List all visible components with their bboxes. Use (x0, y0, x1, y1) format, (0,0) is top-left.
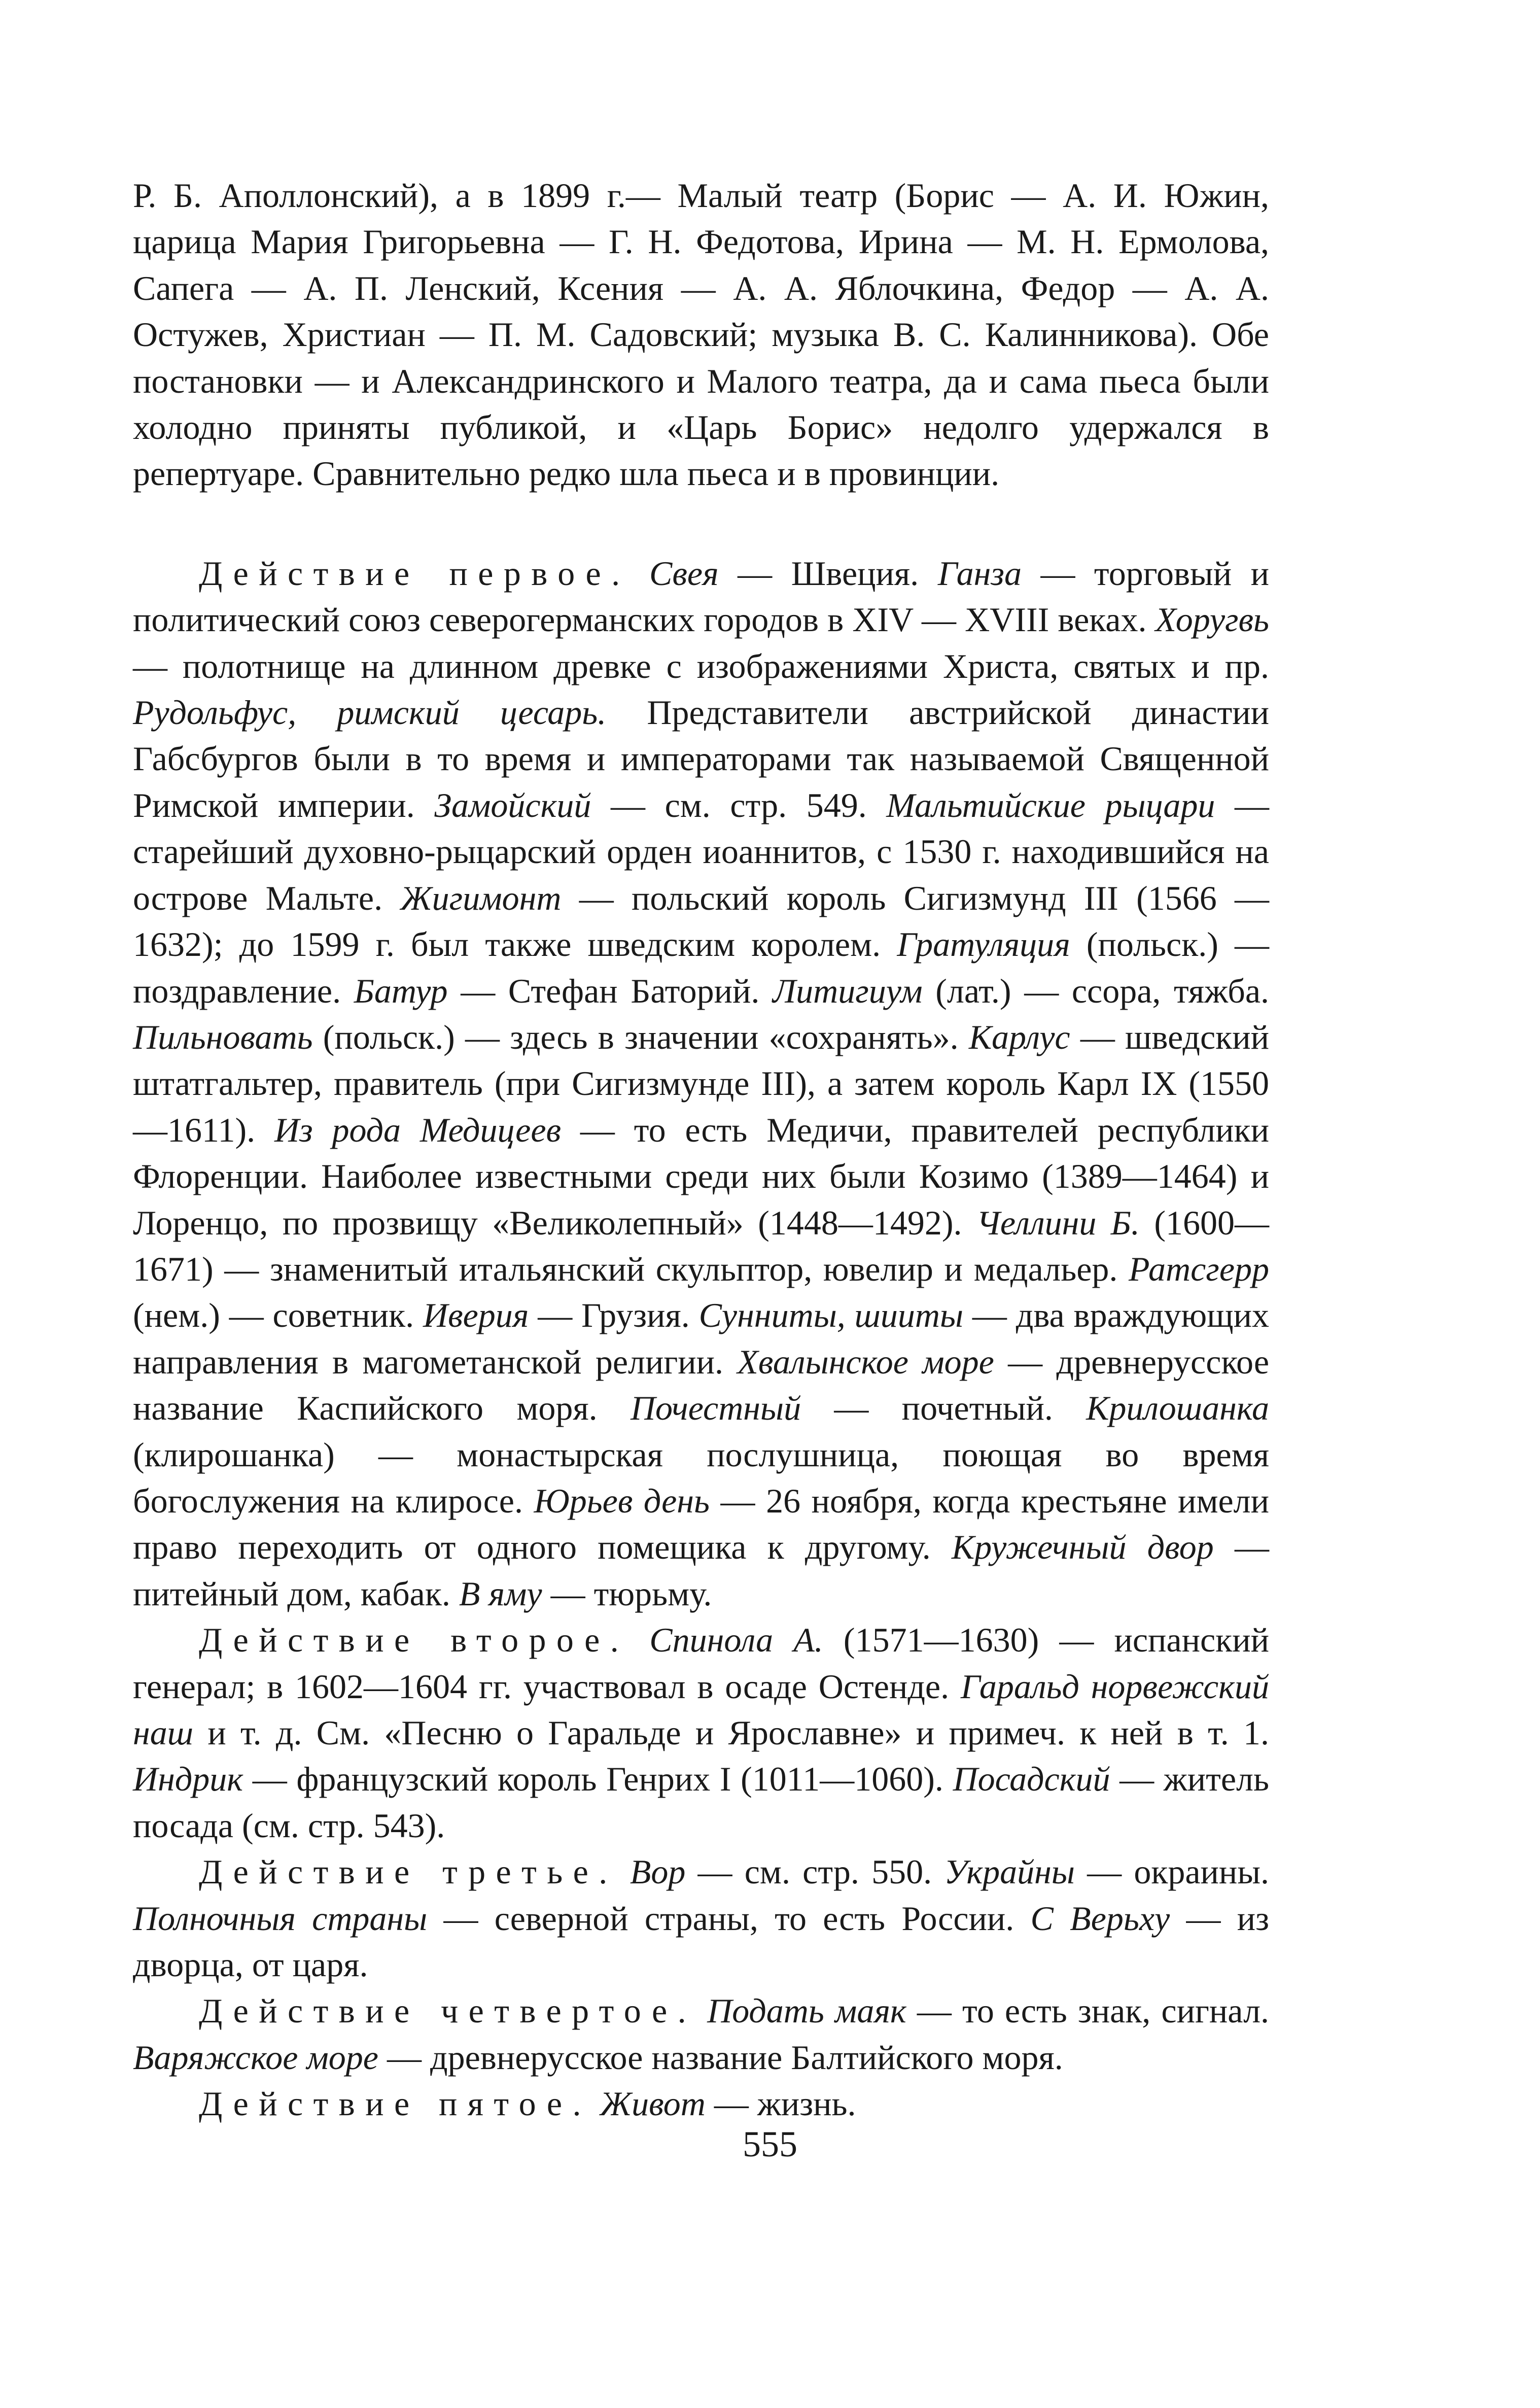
paragraph-gap (133, 497, 1269, 551)
term-italic: Литигиум (773, 971, 923, 1010)
text-run (630, 554, 649, 593)
text-run: (нем.) — советник. (133, 1296, 423, 1335)
term-italic: Замойский (434, 785, 591, 824)
term-italic: Свея (649, 554, 719, 593)
text-run: — окраины. (1074, 1852, 1270, 1891)
act-three-heading: Действие третье. (199, 1852, 618, 1891)
term-italic: С Верьху (1030, 1899, 1170, 1938)
text-run: — северной страны, то есть России. (427, 1899, 1031, 1938)
act-five-note (133, 2081, 1269, 2127)
text-run: — древнерусское название Балтийского моря. (378, 2038, 1063, 2077)
page-number: 555 (743, 2124, 797, 2164)
text-run: (польск.) — здесь в значении «сохранять». (312, 1017, 969, 1056)
act-one-heading: Действие первое. (199, 554, 631, 593)
text-run: — древнерусское название Каспийского моря. (133, 1342, 1269, 1428)
term-italic: Подать маяк (707, 1991, 906, 2031)
term-italic: В яму (459, 1574, 542, 1613)
text-run: — из дворца, от царя. (133, 1899, 1269, 1984)
term-italic: Варяжское море (133, 2038, 378, 2077)
term-italic: Иверия (423, 1296, 529, 1335)
text-run: — шведский штатгальтер, правитель (при Сигизмунде III), а затем король Карл IX (1550—1611). (133, 1017, 1270, 1149)
term-italic: Сунниты, шииты (698, 1296, 964, 1335)
text-run: (1571—1630) — испанский генерал; в 1602—1604 гг. участвовал в осаде Остенде. (133, 1621, 1270, 1706)
term-italic: Ратсгерр (1129, 1249, 1269, 1288)
act-two-heading: Действие второе. (199, 1621, 629, 1660)
act-one-note (133, 551, 1269, 1617)
text-run: — см. стр. 550. (685, 1852, 944, 1891)
act-five-heading: Действие пятое. (199, 2084, 591, 2123)
act-three-note (133, 1849, 1269, 1988)
text-run: — почетный. (801, 1389, 1087, 1428)
text-run (618, 1852, 630, 1891)
text-run: — Швеция. (718, 554, 938, 593)
term-italic: Карлус (968, 1017, 1070, 1056)
term-italic: Почестный (630, 1389, 801, 1428)
term-italic: Из рода Медицеев (274, 1110, 562, 1149)
text-run: — см. стр. 549. (591, 785, 887, 824)
text-run: — французский король Генрих I (1011—1060). (243, 1760, 953, 1799)
act-four-note (133, 1988, 1269, 2081)
term-italic: Челлини Б. (976, 1203, 1140, 1242)
text-run: — то есть знак, сигнал. (906, 1991, 1269, 2031)
term-italic: Индрик (133, 1760, 243, 1799)
text-run: и т. д. См. «Песню о Гаральде и Ярославне» и примеч. к ней в т. 1. (193, 1713, 1269, 1752)
term-italic: Мальтийские рыцари (886, 785, 1215, 824)
text-run: — полотнище на длинном древке с изображениями Христа, святых и пр. (133, 646, 1269, 685)
text-run (591, 2084, 600, 2123)
text-run: — то есть Медичи, правителей республики Флоренции. Наиболее известными среди них были Козимо (1389—1464) и Лоренцо, по прозвищу «Великолепный» (1448—1492). (133, 1110, 1269, 1242)
term-italic: Полночныя страны (133, 1899, 428, 1938)
text-run: — житель посада (см. стр. 543). (133, 1760, 1269, 1845)
term-italic: Гаральд норвежский наш (133, 1667, 1269, 1752)
text-run: (лат.) — ссора, тяжба. (922, 971, 1270, 1010)
text-run: — Грузия. (529, 1296, 699, 1335)
text-run: (польск.) — поздравление. (133, 925, 1269, 1010)
term-italic: Кружечный двор (951, 1528, 1214, 1567)
act-five-text (591, 2084, 856, 2123)
term-italic: Жигимонт (400, 878, 562, 917)
term-italic: Украйны (944, 1852, 1075, 1891)
text-run: — 26 ноября, когда крестьяне имели право переходить от одного помещика к другому. (133, 1481, 1269, 1567)
term-italic: Хоругвь (1155, 600, 1269, 639)
term-italic: Живот (600, 2084, 706, 2123)
text-run: — питейный дом, кабак. (133, 1528, 1269, 1613)
intro-paragraph: Р. Б. Аполлонский), а в 1899 г.— Малый театр (Борис — А. И. Южин, царица Мария Григорьевна — Г. Н. Федотова, Ирина — М. Н. Ермолова, Сапега — А. П. Ленский, Ксения — А. А. Яблочкина, Федор — А. А. Остужев, Христиан — П. М. Садовский; музыка В. С. Калинникова). Обе постановки — и Александринского и Малого театра, да и сама пьеса были холодно приняты публикой, и «Царь Борис» недолго удержался в репертуаре. Сравнительно редко шла пьеса и в провинции. (133, 176, 1269, 493)
term-italic: Хвалынское море (737, 1342, 994, 1381)
term-italic: Вор (629, 1852, 686, 1891)
text-run: — тюрьму. (542, 1574, 712, 1613)
term-italic: Батур (354, 971, 448, 1010)
text-run: Представители австрийской династии Габсбургов были в то время и императорами так называемой Священной Римской империи. (133, 693, 1270, 824)
text-run: — жизнь. (705, 2084, 856, 2123)
term-italic: Посадский (953, 1760, 1110, 1799)
term-italic: Юрьев день (534, 1481, 710, 1520)
text-run: — польский король Сигизмунд III (1566 — 1632); до 1599 г. был также шведским королем. (133, 878, 1269, 964)
text-run: — старейший духовно-рыцарский орден иоаннитов, с 1530 г. находившийся на острове Мальте. (133, 785, 1270, 917)
act-four-heading: Действие четвертое. (199, 1991, 697, 2031)
term-italic: Спинола А. (649, 1621, 823, 1660)
document-page (133, 173, 1269, 2127)
term-italic: Гратуляция (897, 925, 1070, 964)
text-run: — Стефан Баторий. (447, 971, 773, 1010)
term-italic: Крилошанка (1086, 1389, 1269, 1428)
text-run (629, 1621, 649, 1659)
text-run: — торговый и политический союз северогерманских городов в XIV — XVIII веках. (133, 554, 1270, 639)
act-two-note (133, 1617, 1269, 1849)
text-run (696, 1991, 707, 2030)
act-one-text (133, 554, 1269, 1613)
text-run: (1600—1671) — знаменитый итальянский скульптор, ювелир и медальер. (133, 1203, 1270, 1288)
term-italic: Рудольфус, римский цесарь. (133, 693, 607, 732)
text-run: (клирошанка) — монастырская послушница, поющая во время богослужения на клиросе. (133, 1435, 1269, 1520)
term-italic: Ганза (937, 554, 1022, 593)
text-run: — два враждующих направления в магометанской религии. (133, 1296, 1269, 1381)
term-italic: Пильновать (133, 1017, 313, 1056)
